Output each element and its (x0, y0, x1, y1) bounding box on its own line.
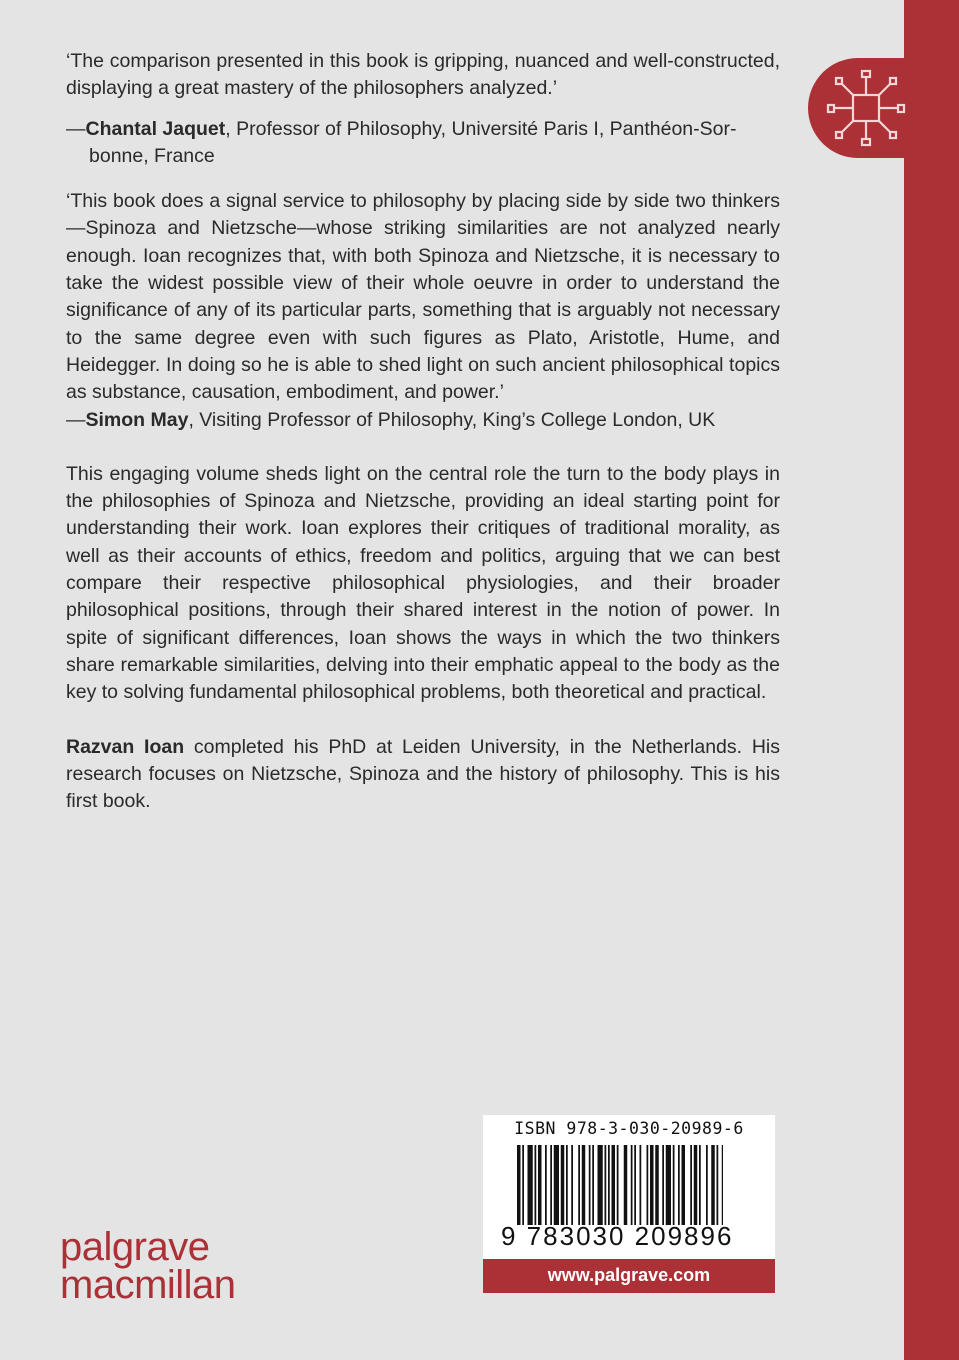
back-cover-text (66, 48, 780, 815)
barcode-bar (566, 1145, 568, 1225)
barcode-bar (561, 1145, 565, 1225)
barcode-bar (662, 1145, 664, 1225)
quote-2-attribution (66, 407, 780, 434)
barcode-bar (666, 1145, 671, 1225)
barcode-bar (706, 1145, 708, 1225)
quote-2-dash: — (66, 408, 86, 431)
barcode-bar (655, 1145, 659, 1225)
barcode-bar (554, 1145, 559, 1225)
barcode-bar (589, 1145, 591, 1225)
author-name: Razvan Ioan (66, 735, 185, 758)
barcode-bar (528, 1145, 533, 1225)
barcode-bar (608, 1145, 610, 1225)
barcode-bar (582, 1145, 586, 1225)
barcode-bar (699, 1145, 701, 1225)
publisher-wordmark (60, 1225, 236, 1307)
quote-1-text: ‘The comparison presented in this book is gripping, nuanced and well-constructed, displaying a great mastery of the philosophers analyzed.’ (66, 50, 780, 100)
barcode-bar (711, 1145, 715, 1225)
barcode-bar (545, 1145, 547, 1225)
publisher-name-line1: palgrave (60, 1225, 210, 1269)
barcode-bar (634, 1145, 636, 1225)
author-bio (66, 734, 780, 816)
quote-1-dash: — (66, 117, 86, 140)
barcode-bar (722, 1145, 723, 1225)
palgrave-network-icon (824, 66, 908, 150)
barcode-bar (647, 1145, 649, 1225)
barcode-bar (550, 1145, 552, 1225)
barcode-bar (538, 1145, 542, 1225)
barcode-bar (678, 1145, 680, 1225)
author-bio-text: completed his PhD at Leiden University, in the Netherlands. His research focuses on Nietzsche, Spinoza and the history of philosophy. This is his first book. (66, 735, 780, 813)
barcode-bar (578, 1145, 580, 1225)
barcode-bar (612, 1145, 616, 1225)
barcode-bar (605, 1145, 607, 1225)
publisher-logo-tab (808, 58, 959, 158)
quote-2-author: Simon May (85, 408, 189, 431)
quote-1-role: , Professor of Philosophy, Université Paris I, Panthéon-Sor- (225, 117, 737, 140)
barcode-bar (571, 1145, 573, 1225)
barcode-bar (640, 1145, 642, 1225)
quote-1-attribution (66, 116, 780, 171)
barcode-bar (673, 1145, 675, 1225)
quote-1-author: Chantal Jaquet (85, 117, 226, 140)
barcode-bar (690, 1145, 692, 1225)
quote-2-role: , Visiting Professor of Philosophy, King’s College London, UK (188, 408, 716, 431)
barcode-bar (522, 1145, 524, 1225)
quote-2-text: ‘This book does a signal service to philosophy by placing side by side two thinkers—Spinoza and Nietzsche—whose striking similarities are not analyzed nearly enough. Ioan recognizes that, with both Spinoza and Nietzsche, it is necessary to take the widest possible view of their whole oeuvre in order to understand the significance of any of its particular parts, something that is arguably not necessary to the same degree even with such figures as Plato, Aristotle, Hume, and Heidegger. In doing so he is able to shed light on such ancient philosophical topics as substance, causation, embodiment, and power.’ (66, 190, 780, 404)
barcode-bar (598, 1145, 603, 1225)
barcode-bar (617, 1145, 619, 1225)
isbn-label: ISBN 978-3-030-20989-6 (514, 1119, 744, 1138)
barcode-bar (694, 1145, 698, 1225)
barcode-bar (592, 1145, 594, 1225)
barcode-digits: 9 783030 209896 (501, 1221, 734, 1251)
barcode-bar (650, 1145, 654, 1225)
barcode-bar (631, 1145, 633, 1225)
barcode-bars (517, 1145, 723, 1225)
barcode-bar (682, 1145, 686, 1225)
isbn-barcode (483, 1115, 775, 1259)
barcode-bar (535, 1145, 537, 1225)
publisher-url[interactable]: www.palgrave.com (483, 1259, 775, 1293)
quote-1-role-cont: bonne, France (89, 144, 215, 167)
book-description: This engaging volume sheds light on the central role the turn to the body plays in the philosophies of Spinoza and Nietzsche, providing an ideal starting point for understanding their work. Ioan explores their critiques of traditional morality, as well as their accounts of ethics, freedom and politics, arguing that we can best compare their respective philosophical physiologies, and their broader philosophical positions, through their shared interest in the notion of power. In spite of significant differences, Ioan shows the ways in which the two thinkers share remarkable similarities, delving into their emphatic appeal to the body as the key to solving fundamental philosophical problems, both theoretical and practical. (66, 462, 780, 704)
barcode-bar (717, 1145, 719, 1225)
barcode-bar (624, 1145, 628, 1225)
barcode-bar (517, 1145, 521, 1225)
spine-band (904, 0, 959, 1360)
publisher-name-line2: macmillan (60, 1263, 236, 1307)
